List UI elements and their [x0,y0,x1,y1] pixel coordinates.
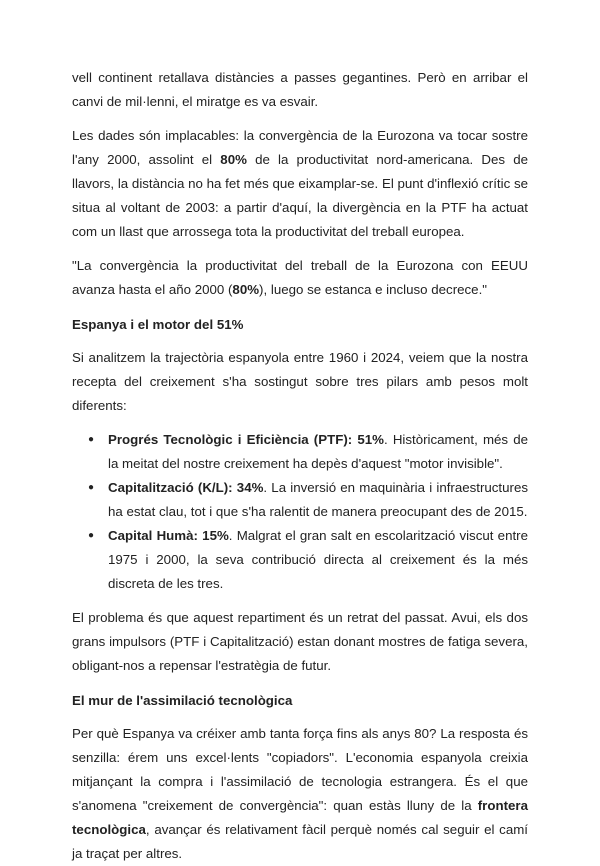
pillars-list [72,428,528,596]
paragraph-data-percent: 80% [220,152,247,167]
paragraph-quote-percent: 80% [232,282,260,297]
paragraph-intro: vell continent retallava distàncies a passes gegantines. Però en arribar el canvi de mil·lenni, el miratge es va esvair. [72,70,528,109]
section-spain-intro: Si analitzem la trajectòria espanyola entre 1960 i 2024, veiem que la nostra recepta del creixement s'ha sostingut sobre tres pilars amb pesos molt diferents: [72,350,528,413]
section-heading-spain: Espanya i el motor del 51% [72,317,244,332]
list-item [72,524,528,596]
pillar-title: Capital Humà: [108,528,198,543]
section-spain-closing: El problema és que aquest repartiment és un retrat del passat. Avui, els dos grans impulsors (PTF i Capitalització) estan donant mostres de fatiga severa, obligant-nos a repensar l'estratègia de futur. [72,610,528,673]
paragraph-data-text-a: Les dades són implacables: la convergència de la Eurozona va tocar sostre l'any 2000, assolint el [72,128,528,167]
bullet-icon: ● [88,530,95,541]
pillar-text: . La inversió en maquinària i infraestructures ha estat clau, tot i que s'ha ralentit de manera preocupant des de 2015. [108,480,528,519]
pillar-value: 15% [202,528,229,543]
section-assimilation-text [72,722,528,866]
pillar-text: . Malgrat el gran salt en escolarització viscut entre 1975 i 2000, la seva contribució directa al creixement és la més discreta de les tres. [108,528,528,591]
paragraph-data [72,124,528,244]
assimilation-text-bold: frontera tecnològica [72,798,528,837]
paragraph-quote-text-a: "La convergència la productivitat del treball de la Eurozona con EEUU avanza hasta el año 2000 ( [72,258,528,297]
paragraph-quote-text-c: ), luego se estanca e incluso decrece." [259,282,487,297]
pillar-text: . Històricament, més de la meitat del nostre creixement ha depès d'aquest "motor invisible". [108,432,528,471]
paragraph-data-text-c: de la productivitat nord-americana. Des de llavors, la distància no ha fet més que eixamplar-se. El punt d'inflexió crític se situa al voltant de 2003: a partir d'aquí, la divergència en la PTF ha actuat com un llast que arrossega tota la productivitat del treball europea. [72,152,528,239]
bullet-icon: ● [88,482,95,493]
pillar-value: 51% [357,432,384,447]
bullet-icon: ● [88,434,95,445]
assimilation-text-a: Per què Espanya va créixer amb tanta força fins als anys 80? La resposta és senzilla: érem uns excel·lents "copiadors". L'economia espanyola creixia mitjançant la compra i l'assimilació de tecnologia estrangera. És el que s'anomena "creixement de convergència": quan estàs lluny de la [72,726,528,813]
assimilation-text-c: , avançar és relativament fàcil perquè només cal seguir el camí ja traçat per altres. [72,822,528,861]
section-heading-assimilation: El mur de l'assimilació tecnològica [72,693,293,708]
list-item [72,476,528,524]
paragraph-quote [72,254,528,302]
pillar-value: 34% [236,480,264,495]
pillar-title: Capitalització (K/L): [108,480,233,495]
pillar-title: Progrés Tecnològic i Eficiència (PTF): [108,432,353,447]
list-item [72,428,528,476]
